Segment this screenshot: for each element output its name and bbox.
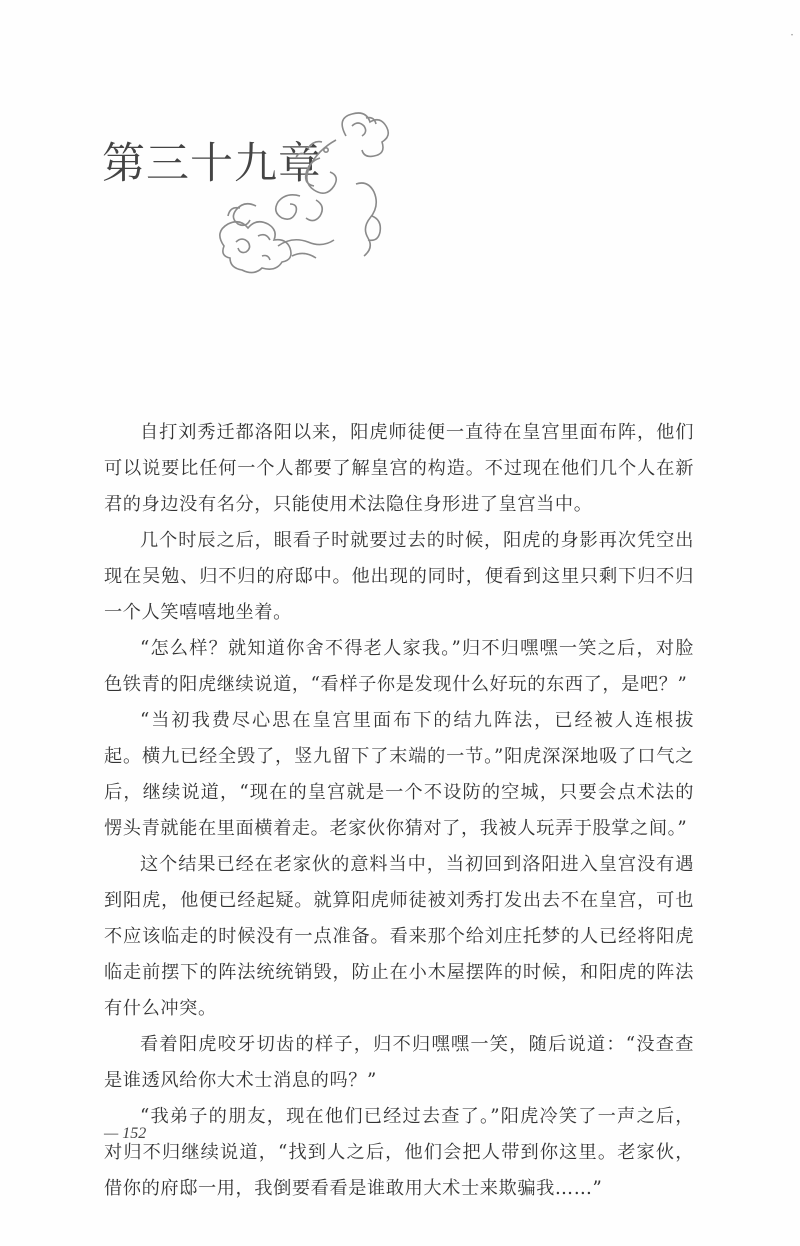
cloud-dragon-ornament-icon	[196, 96, 406, 282]
paragraph: 看着阳虎咬牙切齿的样子，归不归嘿嘿一笑，随后说道：“没查查是谁透风给你大术士消息的吗？”	[104, 1034, 694, 1091]
paragraph: “我弟子的朋友，现在他们已经过去查了。”阳虎冷笑了一声之后，对归不归继续说道，“找到人之后，他们会把人带到你这里。老家伙，借你的府邸一用，我倒要看看是谁敢用大术士来欺骗我……”	[104, 1106, 694, 1199]
paragraph: “怎么样？就知道你舍不得老人家我。”归不归嘿嘿一笑之后，对脸色铁青的阳虎继续说道，“看样子你是发现什么好玩的东西了，是吧？”	[104, 638, 694, 695]
paragraph: 这个结果已经在老家伙的意料当中，当初回到洛阳进入皇宫没有遇到阳虎，他便已经起疑。就算阳虎师徒被刘秀打发出去不在皇宫，可也不应该临走的时候没有一点准备。看来那个给刘庄托梦的人已经将阳虎临走前摆下的阵法统统销毁，防止在小木屋摆阵的时候，和阳虎的阵法有什么冲突。	[104, 854, 694, 1019]
corner-mark: ·	[790, 28, 794, 42]
chapter-title: 第三十九章	[102, 139, 322, 189]
paragraph: 自打刘秀迁都洛阳以来，阳虎师徒便一直待在皇宫里面布阵，他们可以说要比任何一个人都要了解皇宫的构造。不过现在他们几个人在新君的身边没有名分，只能使用术法隐住身形进了皇宫当中。	[104, 422, 694, 515]
paragraph: “当初我费尽心思在皇宫里面布下的结九阵法，已经被人连根拔起。横九已经全毁了，竖九留下了末端的一节。”阳虎深深地吸了口气之后，继续说道，“现在的皇宫就是一个不设防的空城，只要会点术法的愣头青就能在里面横着走。老家伙你猜对了，我被人玩弄于股掌之间。”	[104, 710, 694, 839]
paragraph: 几个时辰之后，眼看子时就要过去的时候，阳虎的身影再次凭空出现在吴勉、归不归的府邸中。他出现的同时，便看到这里只剩下归不归一个人笑嘻嘻地坐着。	[104, 530, 694, 623]
chapter-body	[104, 415, 694, 1207]
page-number: — 152	[104, 1125, 147, 1142]
